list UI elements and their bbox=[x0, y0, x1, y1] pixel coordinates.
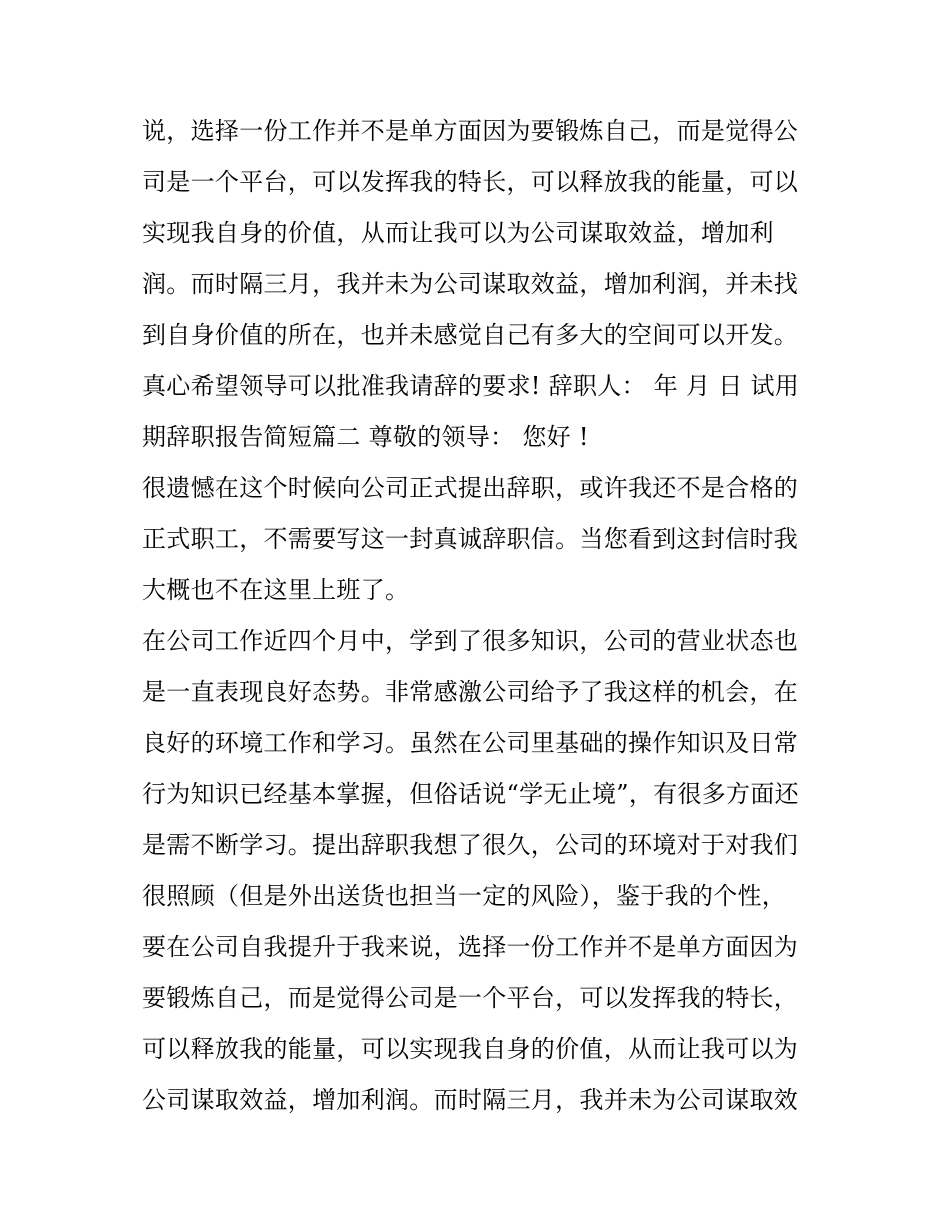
text-line: 是需不断学习。提出辞职我想了很久，公司的环境对于对我们 bbox=[142, 831, 799, 859]
text-line: 在公司工作近四个月中，学到了很多知识，公司的营业状态也 bbox=[142, 627, 799, 655]
text-line: 公司谋取效益，增加利润。而时隔三月，我并未为公司谋取效 bbox=[142, 1086, 799, 1114]
text-line: 润。而时隔三月，我并未为公司谋取效益，增加利润，并未找 bbox=[142, 270, 799, 298]
text-line: 行为知识已经基本掌握，但俗话说“学无止境”，有很多方面还 bbox=[142, 780, 799, 808]
text-line: 说，选择一份工作并不是单方面因为要锻炼自己，而是觉得公 bbox=[142, 117, 799, 145]
body-text bbox=[142, 106, 822, 1126]
text-line: 实现我自身的价值，从而让我可以为公司谋取效益，增加利 bbox=[142, 219, 774, 247]
text-line: 大概也不在这里上班了。 bbox=[142, 576, 410, 604]
text-line: 司是一个平台，可以发挥我的特长，可以释放我的能量，可以 bbox=[142, 168, 799, 196]
text-line: 很照顾（但是外出送货也担当一定的风险），鉴于我的个性， bbox=[142, 882, 787, 910]
text-line: 期辞职报告简短篇二 尊敬的领导： 您好 ! bbox=[142, 423, 589, 451]
text-line: 良好的环境工作和学习。虽然在公司里基础的操作知识及日常 bbox=[142, 729, 799, 757]
text-line: 要在公司自我提升于我来说，选择一份工作并不是单方面因为 bbox=[142, 933, 799, 961]
text-line: 正式职工，不需要写这一封真诚辞职信。当您看到这封信时我 bbox=[142, 525, 799, 553]
text-line: 是一直表现良好态势。非常感激公司给予了我这样的机会，在 bbox=[142, 678, 799, 706]
text-line: 很遗憾在这个时候向公司正式提出辞职，或许我还不是合格的 bbox=[142, 474, 799, 502]
text-line: 要锻炼自己，而是觉得公司是一个平台，可以发挥我的特长， bbox=[142, 984, 799, 1012]
text-line: 真心希望领导可以批准我请辞的要求! 辞职人： 年 月 日 试用 bbox=[142, 372, 800, 400]
text-line: 可以释放我的能量，可以实现我自身的价值，从而让我可以为 bbox=[142, 1035, 799, 1063]
text-line: 到自身价值的所在，也并未感觉自己有多大的空间可以开发。 bbox=[142, 321, 799, 349]
